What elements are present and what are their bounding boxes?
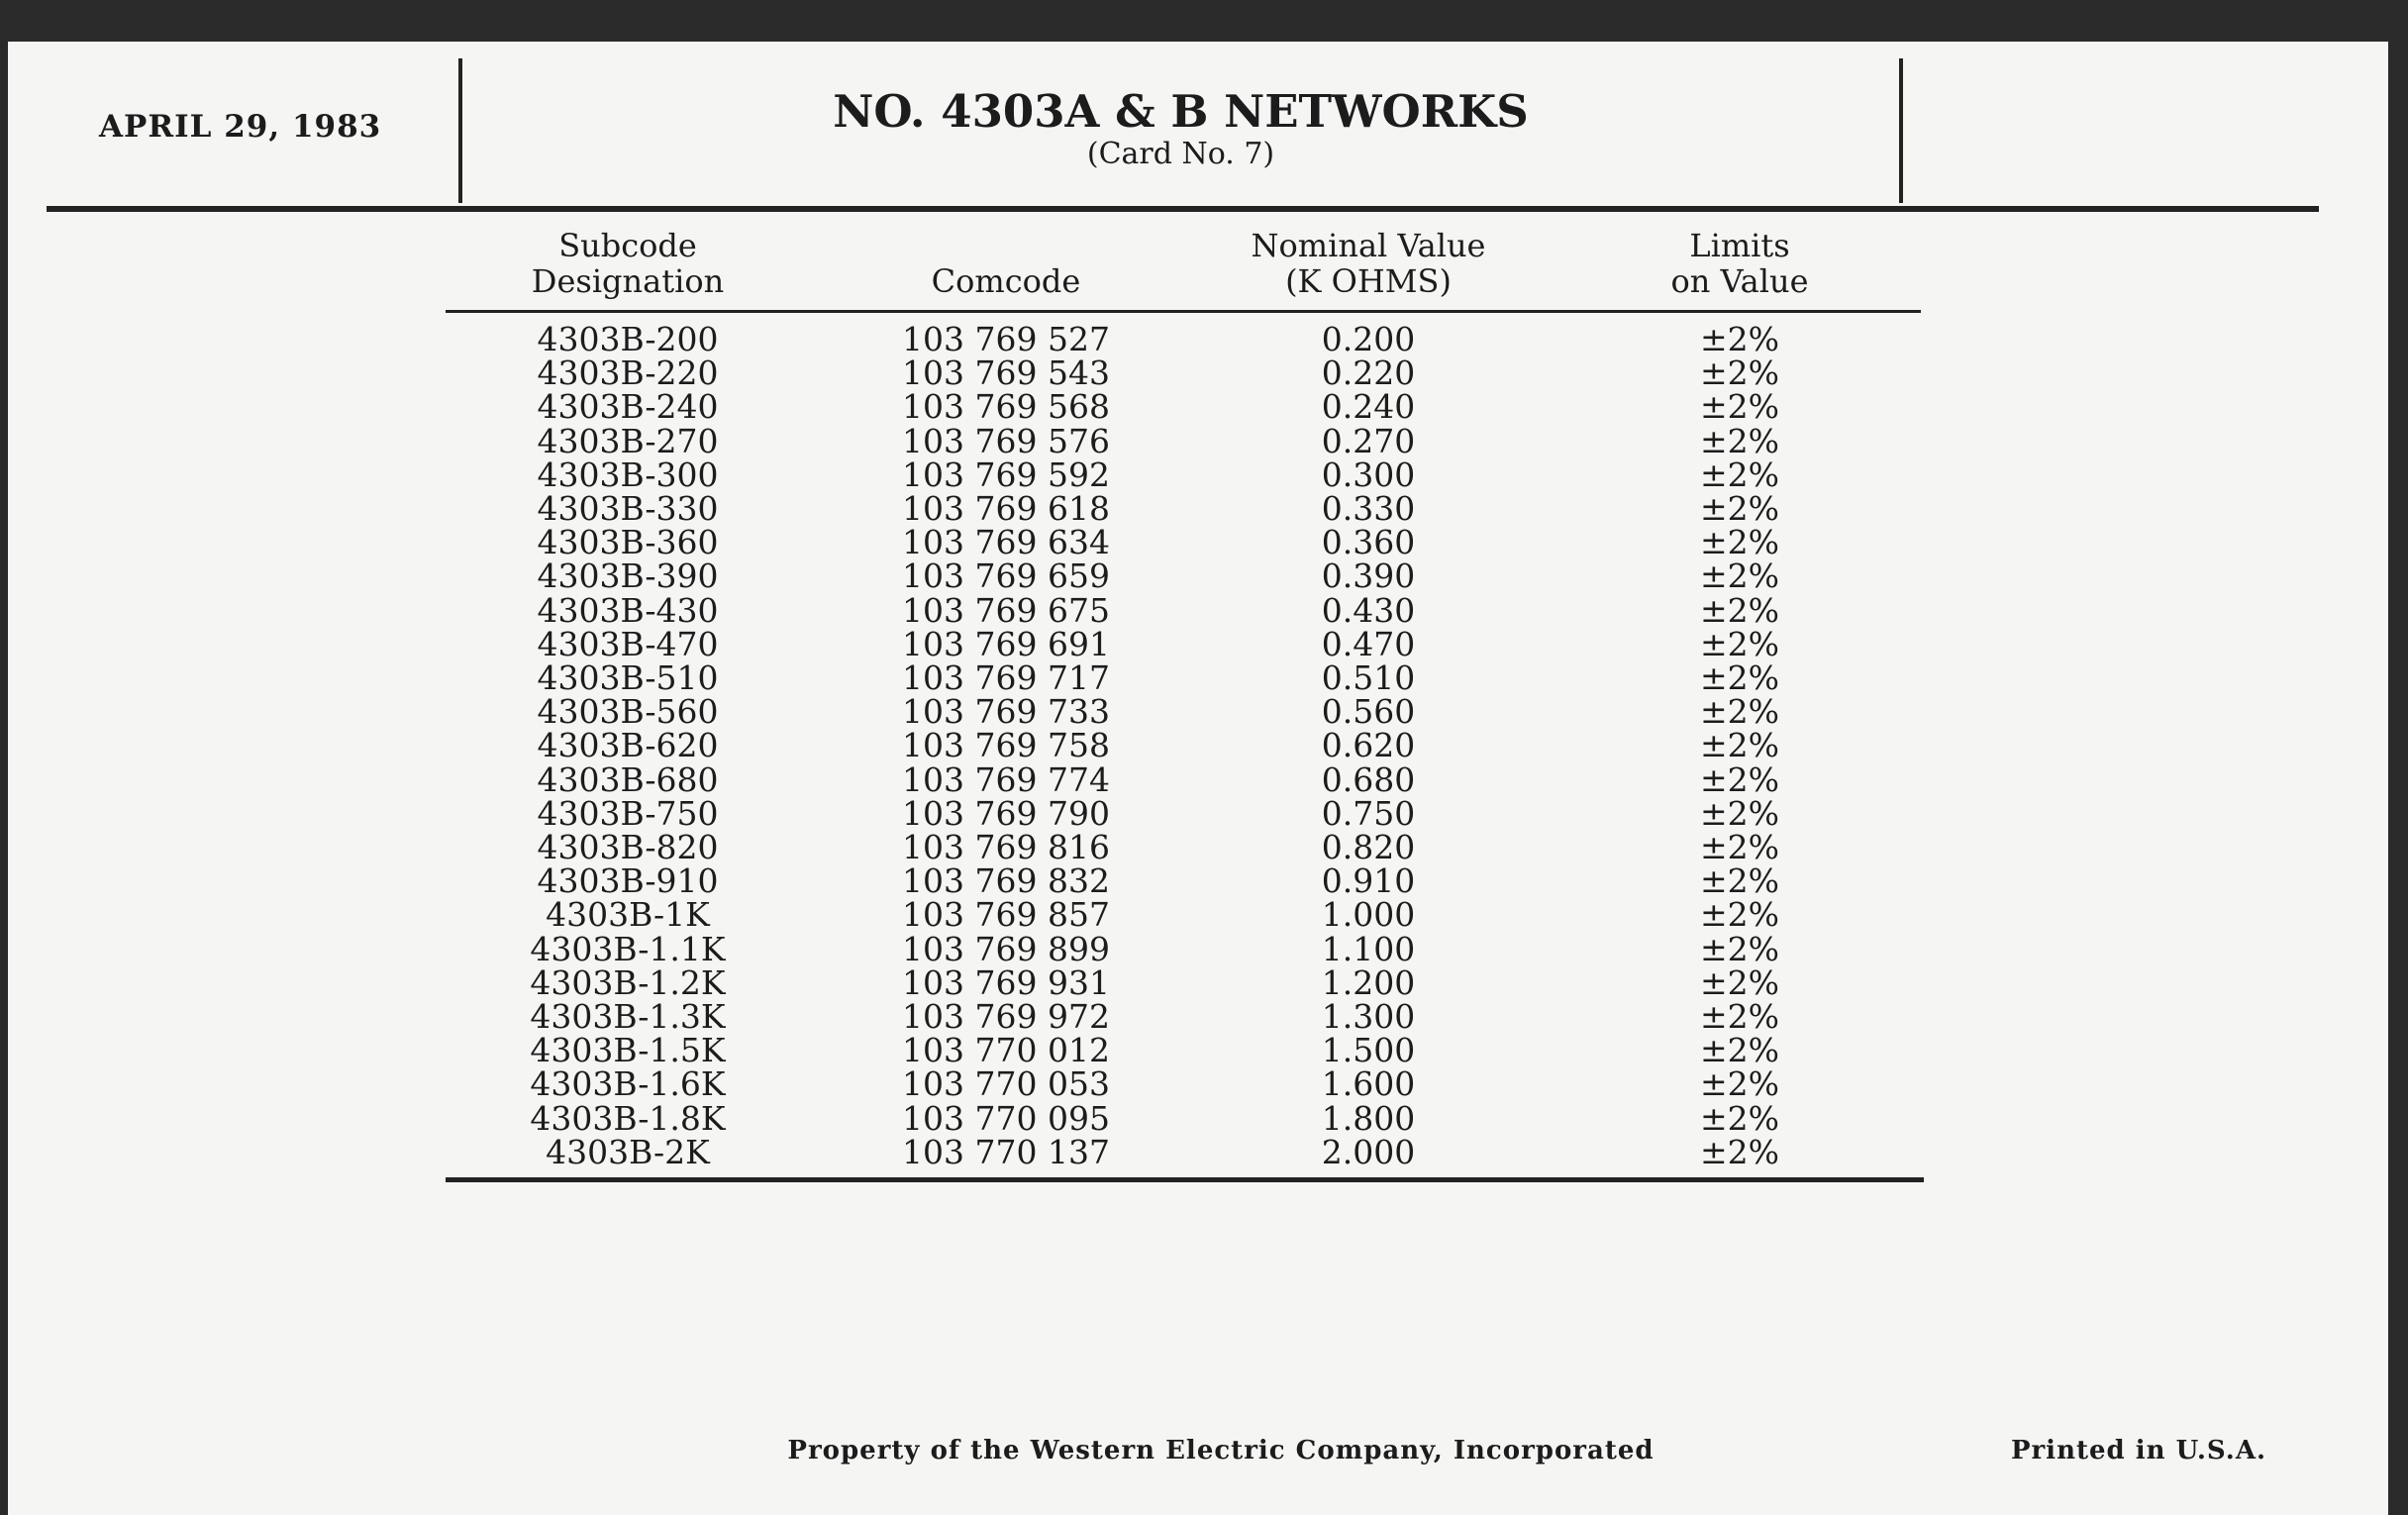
nominal-value-cell: 0.390 [1321,556,1416,596]
table-row [446,421,1921,460]
comcode-cell: 103 769 691 [902,624,1110,663]
table-row [446,454,1921,494]
nominal-value-cell: 0.620 [1321,726,1416,765]
nominal-value-cell: 0.910 [1321,861,1416,901]
subcode-cell: 4303B-360 [537,523,719,562]
subcode-cell: 4303B-1K [546,895,710,935]
limits-cell: ±2% [1699,1031,1779,1070]
table-row [446,793,1921,833]
subcode-cell: 4303B-220 [537,354,719,393]
subcode-cell: 4303B-430 [537,590,719,630]
nominal-value-cell: 0.510 [1321,658,1416,697]
limits-cell: ±2% [1699,454,1779,494]
comcode-cell: 103 769 634 [902,523,1110,562]
document-subtitle: (Card No. 7) [1086,137,1275,171]
comcode-cell: 103 769 675 [902,590,1110,630]
limits-cell: ±2% [1699,354,1779,393]
column-header-comcode [808,228,1204,299]
comcode-cell: 103 769 816 [902,828,1110,866]
limits-cell: ±2% [1699,997,1779,1036]
subcode-cell: 4303B-200 [537,320,719,358]
limits-cell: ±2% [1699,793,1779,833]
subcode-cell: 4303B-910 [537,861,719,901]
comcode-cell: 103 769 790 [902,793,1110,833]
nominal-value-cell: 0.270 [1321,421,1416,460]
header-line: Nominal Value [1251,227,1486,264]
nominal-value-cell: 1.000 [1321,895,1416,935]
nominal-value-cell: 0.330 [1321,489,1416,528]
subcode-cell: 4303B-270 [537,421,719,460]
limits-cell: ±2% [1699,895,1779,935]
limits-cell: ±2% [1699,1098,1779,1138]
subcode-cell: 4303B-620 [537,726,719,765]
limits-cell: ±2% [1699,1132,1779,1171]
header-line [808,228,1204,263]
table-row [446,692,1921,732]
table-row [446,828,1921,866]
nominal-value-cell: 1.100 [1321,929,1416,968]
limits-cell: ±2% [1699,523,1779,562]
subcode-cell: 4303B-2K [546,1132,710,1171]
subcode-cell: 4303B-750 [537,793,719,833]
limits-cell: ±2% [1699,726,1779,765]
nominal-value-cell: 1.600 [1321,1064,1416,1104]
comcode-cell: 103 769 568 [902,387,1110,427]
subcode-cell: 4303B-240 [537,387,719,427]
table-row [446,658,1921,697]
nominal-value-cell: 1.500 [1321,1031,1416,1070]
table-row [446,962,1921,1002]
limits-cell: ±2% [1699,320,1779,358]
nominal-value-cell: 0.220 [1321,354,1416,393]
table-row [446,387,1921,427]
subcode-cell: 4303B-560 [537,692,719,732]
limits-cell: ±2% [1699,1064,1779,1104]
subcode-cell: 4303B-390 [537,556,719,596]
subcode-cell: 4303B-330 [537,489,719,528]
column-header-limits [1542,228,1938,299]
nominal-value-cell: 0.240 [1321,387,1416,427]
comcode-cell: 103 770 137 [902,1132,1110,1171]
limits-cell: ±2% [1699,489,1779,528]
table-row [446,556,1921,596]
comcode-cell: 103 770 053 [902,1064,1110,1104]
comcode-cell: 103 769 543 [902,354,1110,393]
table-row [446,1098,1921,1138]
comcode-cell: 103 769 618 [902,489,1110,528]
table-row [446,320,1921,358]
subcode-cell: 4303B-820 [537,828,719,866]
printed-notice: Printed in U.S.A. [2010,1436,2267,1465]
table-row [446,624,1921,663]
nominal-value-cell: 0.300 [1321,454,1416,494]
limits-cell: ±2% [1699,692,1779,732]
nominal-value-cell: 2.000 [1321,1132,1416,1171]
column-header-subcode [430,228,826,299]
comcode-cell: 103 769 592 [902,454,1110,494]
subcode-cell: 4303B-300 [537,454,719,494]
nominal-value-cell: 0.430 [1321,590,1416,630]
table-row [446,895,1921,935]
subcode-cell: 4303B-1.2K [530,962,726,1002]
property-notice: Property of the Western Electric Company, Incorporated [787,1436,1655,1465]
comcode-cell: 103 770 012 [902,1031,1110,1070]
subcode-cell: 4303B-470 [537,624,719,663]
comcode-cell: 103 769 733 [902,692,1110,732]
nominal-value-cell: 0.820 [1321,828,1416,866]
subcode-cell: 4303B-680 [537,759,719,799]
header-rule [47,206,2319,212]
comcode-cell: 103 769 527 [902,320,1110,358]
table-row [446,590,1921,630]
limits-cell: ±2% [1699,387,1779,427]
limits-cell: ±2% [1699,759,1779,799]
table-header-rule [446,310,1921,313]
column-header-nominal-value [1170,228,1566,299]
comcode-cell: 103 770 095 [902,1098,1110,1138]
header-line: on Value [1670,262,1809,300]
limits-cell: ±2% [1699,828,1779,866]
subcode-cell: 4303B-1.8K [530,1098,726,1138]
comcode-cell: 103 769 774 [902,759,1110,799]
nominal-value-cell: 0.560 [1321,692,1416,732]
subcode-cell: 4303B-1.6K [530,1064,726,1104]
subcode-cell: 4303B-510 [537,658,719,697]
header-line: Comcode [931,262,1081,300]
subcode-cell: 4303B-1.3K [530,997,726,1036]
comcode-cell: 103 769 758 [902,726,1110,765]
nominal-value-cell: 0.680 [1321,759,1416,799]
limits-cell: ±2% [1699,658,1779,697]
comcode-cell: 103 769 857 [902,895,1110,935]
table-row [446,929,1921,968]
limits-cell: ±2% [1699,624,1779,663]
subcode-cell: 4303B-1.5K [530,1031,726,1070]
limits-cell: ±2% [1699,556,1779,596]
limits-cell: ±2% [1699,421,1779,460]
header-line: (K OHMS) [1285,262,1452,300]
table-row [446,1132,1921,1171]
comcode-cell: 103 769 931 [902,962,1110,1002]
nominal-value-cell: 0.750 [1321,793,1416,833]
subcode-cell: 4303B-1.1K [530,929,726,968]
table-row [446,1031,1921,1070]
table-row [446,523,1921,562]
header-line: Subcode [558,227,697,264]
table-row [446,489,1921,528]
comcode-cell: 103 769 972 [902,997,1110,1036]
nominal-value-cell: 0.360 [1321,523,1416,562]
limits-cell: ±2% [1699,962,1779,1002]
comcode-cell: 103 769 832 [902,861,1110,901]
comcode-cell: 103 769 659 [902,556,1110,596]
nominal-value-cell: 1.300 [1321,997,1416,1036]
comcode-cell: 103 769 717 [902,658,1110,697]
table-row [446,997,1921,1036]
nominal-value-cell: 1.800 [1321,1098,1416,1138]
comcode-cell: 103 769 576 [902,421,1110,460]
nominal-value-cell: 0.200 [1321,320,1416,358]
table-row [446,759,1921,799]
table-bottom-rule [446,1177,1924,1182]
limits-cell: ±2% [1699,590,1779,630]
table-row [446,726,1921,765]
limits-cell: ±2% [1699,861,1779,901]
table-row [446,1064,1921,1104]
table-row [446,354,1921,393]
nominal-value-cell: 1.200 [1321,962,1416,1002]
header-line: Limits [1689,227,1790,264]
table-row [446,861,1921,901]
limits-cell: ±2% [1699,929,1779,968]
header-line: Designation [531,262,725,300]
comcode-cell: 103 769 899 [902,929,1110,968]
issue-date: APRIL 29, 1983 [99,109,382,145]
nominal-value-cell: 0.470 [1321,624,1416,663]
document-title: NO. 4303A & B NETWORKS [833,85,1529,138]
